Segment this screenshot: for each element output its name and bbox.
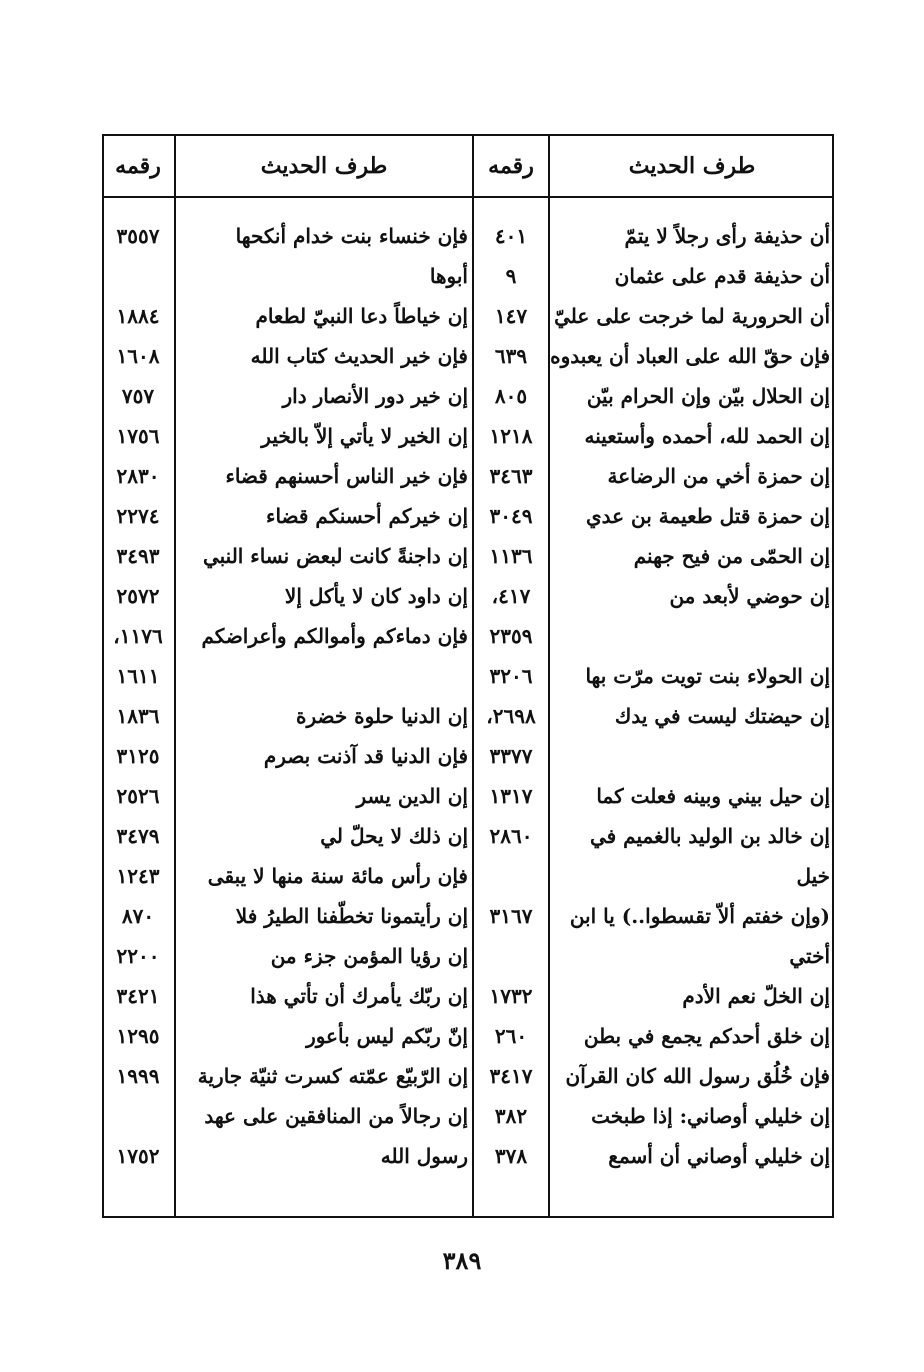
entry-number xyxy=(476,936,546,976)
entry-number: ٣٢٠٦ xyxy=(489,664,533,688)
entry-number: ٣٨٢ xyxy=(494,1104,528,1128)
page-number: ٣٨٩ xyxy=(442,1246,482,1275)
entry-text: فإن حقّ الله على العباد أن يعبدوه xyxy=(550,344,830,368)
entry-text: فإن الدنيا قد آذنت بصرم xyxy=(263,744,468,768)
entry-text: فإن رأس مائة سنة منها لا يبقى xyxy=(207,864,468,888)
entry-number: ١٩٩٩ xyxy=(116,1064,160,1088)
entry-number: ٢٦٩٨، xyxy=(486,704,536,728)
entry-number: ١١٧٦، xyxy=(113,624,163,648)
entry-number: ٣٤٢١ xyxy=(116,984,160,1008)
entry-number: ٢٣٥٩ xyxy=(489,624,533,648)
entry-text: أبوها xyxy=(429,264,468,288)
entry-text: إن خيركم أحسنكم قضاء xyxy=(266,504,468,528)
entry-text: رسول الله xyxy=(380,1144,468,1168)
header-right-number: رقمه xyxy=(488,153,534,179)
entry-number: ٢٦٠ xyxy=(494,1024,528,1048)
entry-number: ٢٨٣٠ xyxy=(116,464,160,488)
entry-text: إن خالد بن الوليد بالغميم في xyxy=(589,824,830,848)
entry-number: ٢٥٧٢ xyxy=(116,584,160,608)
column-divider xyxy=(548,136,550,1216)
entry-text: أن الحرورية لما خرجت على عليّ xyxy=(554,304,830,328)
entry-number xyxy=(104,1096,172,1136)
entry-number: ١٨٣٦ xyxy=(116,704,160,728)
entry-number: ١٧٥٢ xyxy=(116,1144,160,1168)
entry-text: (وإن خفتم ألاّ تقسطوا..) يا ابن xyxy=(569,904,830,928)
entry-number: ٢٢٧٤ xyxy=(116,504,160,528)
entry-text: فإن خنساء بنت خدام أنكحها xyxy=(235,224,468,248)
entry-text: إن الحمد لله، أحمده وأستعينه xyxy=(584,424,830,448)
entry-number: ٨٠٥ xyxy=(494,384,528,408)
entry-number: ٣٣٧٧ xyxy=(489,744,533,768)
entry-number xyxy=(476,856,546,896)
entry-text: فإن خير الناس أحسنهم قضاء xyxy=(225,464,468,488)
entry-text xyxy=(554,616,830,656)
entry-number: ١٨٨٤ xyxy=(116,304,160,328)
entry-number: ٤٠١ xyxy=(494,224,528,248)
right-titles-column xyxy=(550,216,830,1176)
entry-text: إن خياطاً دعا النبيّ لطعام xyxy=(255,304,468,328)
entry-text: إن خير دور الأنصار دار xyxy=(282,384,468,408)
entry-number: ٣٥٥٧ xyxy=(116,224,160,248)
entry-number: ٢٢٠٠ xyxy=(116,944,160,968)
entry-text: إن الحلال بيّن وإن الحرام بيّن xyxy=(586,384,830,408)
entry-number: ٧٥٧ xyxy=(121,384,155,408)
header-right-title: طرف الحديث xyxy=(628,153,756,179)
entry-text: إن الحولاء بنت تويت مرّت بها xyxy=(585,664,830,688)
entry-number: ٣٤١٧ xyxy=(489,1064,533,1088)
entry-text: إن خلق أحدكم يجمع في بطن xyxy=(583,1024,830,1048)
entry-text: إن حمزة أخي من الرضاعة xyxy=(607,464,830,488)
entry-text: إن الخلّ نعم الأدم xyxy=(682,984,830,1008)
entry-number: ١٢٩٥ xyxy=(116,1024,160,1048)
entry-number: ١٢١٨ xyxy=(489,424,533,448)
column-divider xyxy=(174,136,176,1216)
entry-text: إن خليلي أوصاني: إذا طبخت xyxy=(591,1104,830,1128)
entry-number: ١٤٧ xyxy=(494,304,528,328)
entry-number: ١٦٠٨ xyxy=(116,344,160,368)
entry-number: ٩ xyxy=(505,264,517,288)
entry-text: إن ذلك لا يحلّ لي xyxy=(320,824,468,848)
entry-text: إن رأيتمونا تخطّفنا الطيرُ فلا xyxy=(235,904,468,928)
entry-text: إن الخير لا يأتي إلاّ بالخير xyxy=(261,424,468,448)
entry-text: إن رجالاً من المنافقين على عهد xyxy=(204,1104,468,1128)
entry-text: إن حوضي لأبعد من xyxy=(669,584,830,608)
entry-number: ١٦١١ xyxy=(116,664,160,688)
entry-number: ٣٤٧٩ xyxy=(116,824,160,848)
entry-number: ٣٤٦٣ xyxy=(489,464,533,488)
entry-number: ٨٧٠ xyxy=(121,904,155,928)
entry-number: ٢٥٢٦ xyxy=(116,784,160,808)
entry-text: إن الدين يسر xyxy=(356,784,468,808)
entry-text: أن حذيفة قدم على عثمان xyxy=(614,264,830,288)
entry-number: ٣١٦٧ xyxy=(489,904,533,928)
entry-text xyxy=(180,656,468,696)
entry-number: ٣١٢٥ xyxy=(116,744,160,768)
entry-number: ٣٧٨ xyxy=(494,1144,528,1168)
entry-text xyxy=(554,736,830,776)
entry-text: إن داجنةً كانت لبعض نساء النبي xyxy=(202,544,468,568)
entry-number: ١٧٣٢ xyxy=(489,984,533,1008)
entry-number: ١١٣٦ xyxy=(489,544,533,568)
index-table xyxy=(102,134,834,1218)
entry-text: إن خليلي أوصاني أن أسمع xyxy=(608,1144,830,1168)
entry-number: ٣٤٩٣ xyxy=(116,544,160,568)
entry-number: ٦٣٩ xyxy=(494,344,528,368)
entry-number: ١٧٥٦ xyxy=(116,424,160,448)
entry-text: فإن خُلُق رسول الله كان القرآن xyxy=(565,1064,830,1088)
entry-text: إن رؤيا المؤمن جزء من xyxy=(270,944,468,968)
entry-text: إنّ ربّكم ليس بأعور xyxy=(306,1024,468,1048)
entry-text: إن حيضتك ليست في يدك xyxy=(614,704,830,728)
entry-number: ١٢٤٣ xyxy=(116,864,160,888)
right-numbers-column xyxy=(476,216,546,1176)
left-numbers-column xyxy=(104,216,172,1176)
entry-text: إن داود كان لا يأكل إلا xyxy=(284,584,468,608)
entry-number: ٢٨٦٠ xyxy=(489,824,533,848)
entry-text: فإن خير الحديث كتاب الله xyxy=(250,344,468,368)
entry-number: ٣٠٤٩ xyxy=(489,504,533,528)
entry-text: إن ربّك يأمرك أن تأتي هذا xyxy=(250,984,468,1008)
entry-text: إن حمزة قتل طعيمة بن عدي xyxy=(585,504,830,528)
entry-text: فإن دماءكم وأموالكم وأعراضكم xyxy=(201,624,468,648)
entry-text: إن الدنيا حلوة خضرة xyxy=(296,704,468,728)
entry-text: إن حيل بيني وبينه فعلت كما xyxy=(596,784,830,808)
entry-number: ٤١٧، xyxy=(491,584,531,608)
entry-text: أن حذيفة رأى رجلاً لا يتمّ xyxy=(624,224,830,248)
left-titles-column xyxy=(180,216,468,1176)
entry-text: خيل xyxy=(796,864,830,888)
header-left-title: طرف الحديث xyxy=(260,153,388,179)
entry-number: ١٣١٧ xyxy=(489,784,533,808)
entry-text: إن الرّبيّع عمّته كسرت ثنيّة جارية xyxy=(197,1064,468,1088)
entry-number xyxy=(104,256,172,296)
entry-text: إن الحمّى من فيح جهنم xyxy=(633,544,830,568)
header-rule xyxy=(104,196,832,198)
entry-text: أختي xyxy=(789,944,830,968)
column-divider xyxy=(472,136,474,1216)
header-left-number: رقمه xyxy=(115,153,161,179)
